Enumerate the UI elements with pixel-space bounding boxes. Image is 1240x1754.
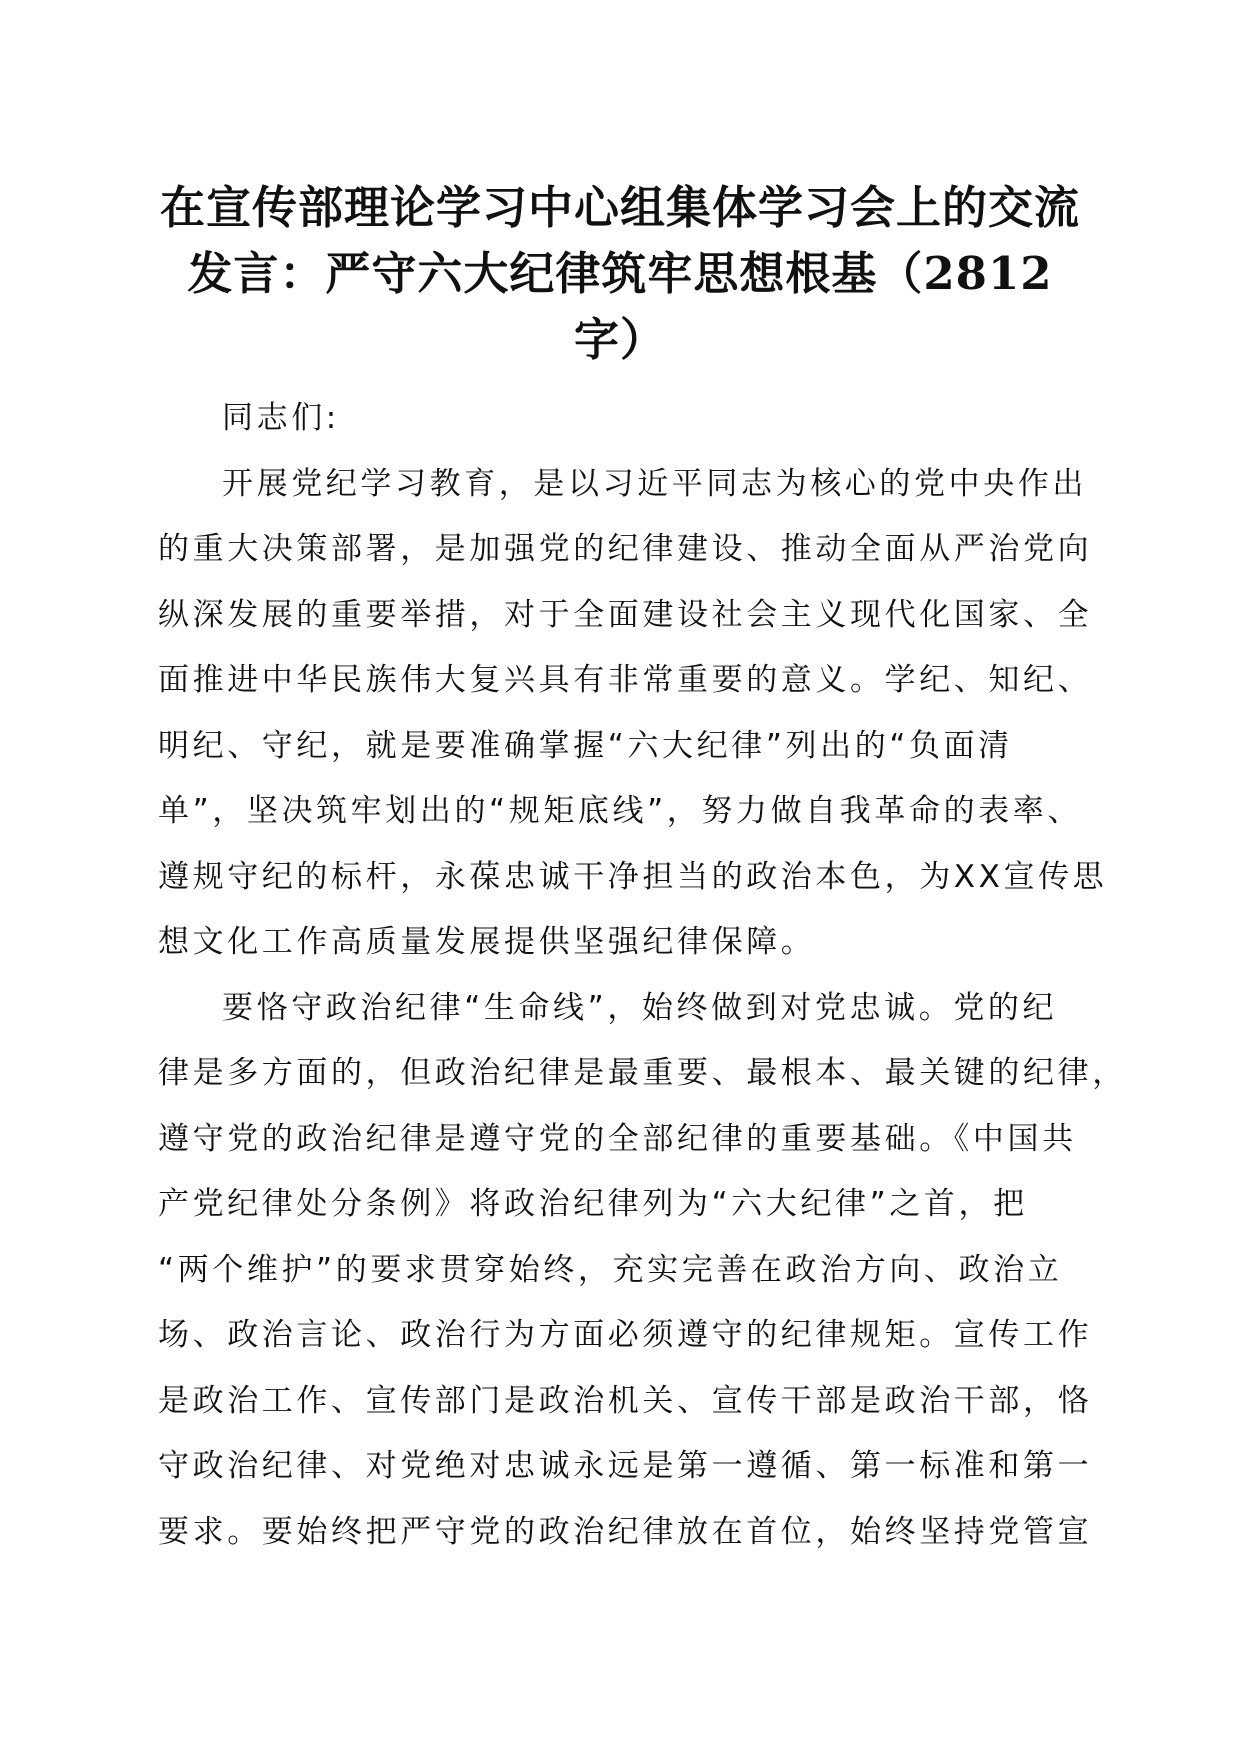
salutation: 同志们: [222,400,340,436]
paragraph-line: 纵深发展的重要举措，对于全面建设社会主义现代化国家、全 [158,596,1093,633]
document-title [150,175,1090,373]
paragraph-2 [158,976,1127,1566]
paragraph-line: 守政治纪律、对党绝对忠诚永远是第一遵循、第一标准和第一 [158,1448,1093,1484]
document-body [158,386,1127,1565]
paragraph-line: 明纪、守纪，就是要准确掌握“六大纪律”列出的“负面清 [158,727,1013,764]
paragraph-line: 单”，坚决筑牢划出的“规矩底线”，努力做自我革命的表率、 [158,793,1082,829]
paragraph-line: “两个维护”的要求贯穿始终，充实完善在政治方向、政治立 [158,1251,1063,1288]
paragraph-line: 要恪守政治纪律“生命线”，始终做到对党忠诚。党的纪 [222,989,1058,1026]
paragraph-line: 面推进中华民族伟大复兴具有非常重要的意义。学纪、知纪、 [158,662,1093,698]
paragraph-line: 律是多方面的，但政治纪律是最重要、最根本、最关键的纪律， [158,1055,1127,1091]
paragraph-line: 遵守党的政治纪律是遵守党的全部纪律的重要基础。《中国共 [158,1120,1077,1157]
paragraph-line: 开展党纪学习教育，是以习近平同志为核心的党中央作出 [222,465,1087,502]
paragraph-line: 遵规守纪的标杆，永葆忠诚干净担当的政治本色，为XX宣传思 [158,858,1108,895]
paragraph-line: 是政治工作、宣传部门是政治机关、宣传干部是政治干部，恪 [158,1382,1093,1419]
paragraph-1 [158,452,1108,976]
paragraph-line: 要求。要始终把严守党的政治纪律放在首位，始终坚持党管宣 [158,1513,1093,1550]
title-line: 字） [573,313,666,366]
paragraph-line: 的重大决策部署，是加强党的纪律建设、推动全面从严治党向 [158,531,1093,567]
title-line: 在宣传部理论学习中心组集体学习会上的交流 [159,181,1080,234]
paragraph-line: 场、政治言论、政治行为方面必须遵守的纪律规矩。宣传工作 [158,1317,1093,1353]
title-line: 发言：严守六大纪律筑牢思想根基（2812 [187,247,1053,300]
paragraph-line: 想文化工作高质量发展提供坚强纪律保障。 [158,924,816,960]
paragraph-line: 产党纪律处分条例》将政治纪律列为“六大纪律”之首，把 [158,1186,1028,1222]
